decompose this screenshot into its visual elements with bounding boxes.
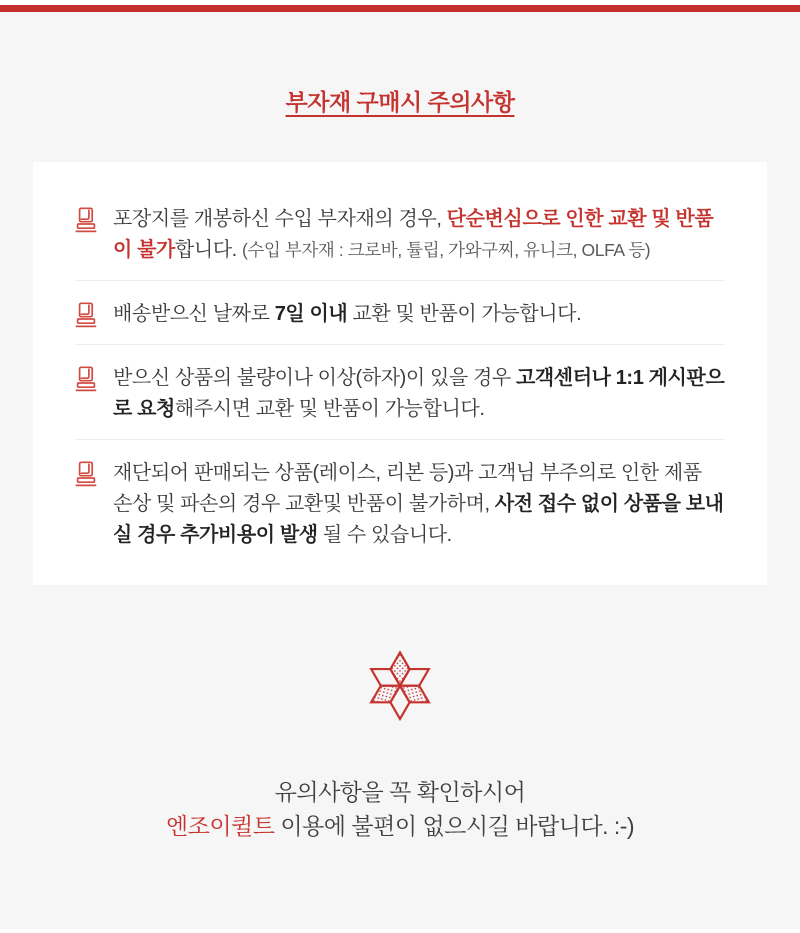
notice-item-1: [75, 204, 725, 266]
bottom-margin: [0, 929, 800, 933]
divider: [75, 280, 725, 281]
quilt-star-icon: [0, 649, 800, 725]
text-segment: 이용에 불편이 없으시길 바랍니다. :-): [274, 813, 635, 839]
text-segment: 합니다.: [174, 239, 242, 261]
text-segment-strong: 7일 이내: [274, 303, 348, 325]
page-title: 부자재 구매시 주의사항: [285, 89, 515, 115]
divider: [75, 344, 725, 345]
top-accent-bar: [0, 5, 800, 12]
text-segment-strong: 사전 접수 없이 상품을 보내실 경우 추가비용이 발생: [113, 493, 724, 546]
text-segment: 배송받으신 날짜로: [113, 303, 275, 325]
notice-item-2: [75, 299, 725, 330]
brand-name: 엔조이퀼트: [165, 813, 275, 839]
notice-item-4: [75, 458, 725, 551]
notice-item-3: [75, 363, 725, 425]
stacked-pages-icon: [75, 302, 97, 328]
text-segment-strong: 고객센터나 1:1 게시판으로 요청: [113, 367, 725, 420]
stacked-pages-icon: [75, 461, 97, 487]
divider: [75, 439, 725, 440]
text-segment: 해주시면 교환 및 반품이 가능합니다.: [174, 398, 485, 420]
text-segment: 될 수 있습니다.: [317, 524, 452, 546]
footer-message: [0, 775, 800, 843]
notice-page: [0, 12, 800, 929]
text-segment-accent: 단순변심으로 인한 교환 및 반품이 불가: [113, 208, 714, 261]
text-segment: 받으신 상품의 불량이나 이상(하자)이 있을 경우: [113, 367, 516, 389]
stacked-pages-icon: [75, 366, 97, 392]
notice-item-text: [113, 458, 725, 551]
notice-item-text: [113, 204, 725, 266]
text-segment: 교환 및 반품이 가능합니다.: [347, 303, 582, 325]
text-segment: 포장지를 개봉하신 수입 부자재의 경우,: [113, 208, 447, 230]
stacked-pages-icon: [75, 207, 97, 233]
notice-item-text: [113, 363, 725, 425]
text-segment: 재단되어 판매되는 상품(레이스, 리본 등)과 고객님 부주의로 인한 제품 손상 및 파손의 경우 교환및 반품이 불가하며,: [113, 462, 702, 515]
notice-item-text: [113, 299, 581, 330]
notice-card: [33, 162, 767, 585]
footer-line-1: 유의사항을 꼭 확인하시어: [274, 779, 526, 805]
text-segment-muted: (수입 부자재 : 크로바, 튤립, 가와구찌, 유니크, OLFA 등): [242, 240, 651, 260]
footer-line-2: [0, 809, 800, 843]
